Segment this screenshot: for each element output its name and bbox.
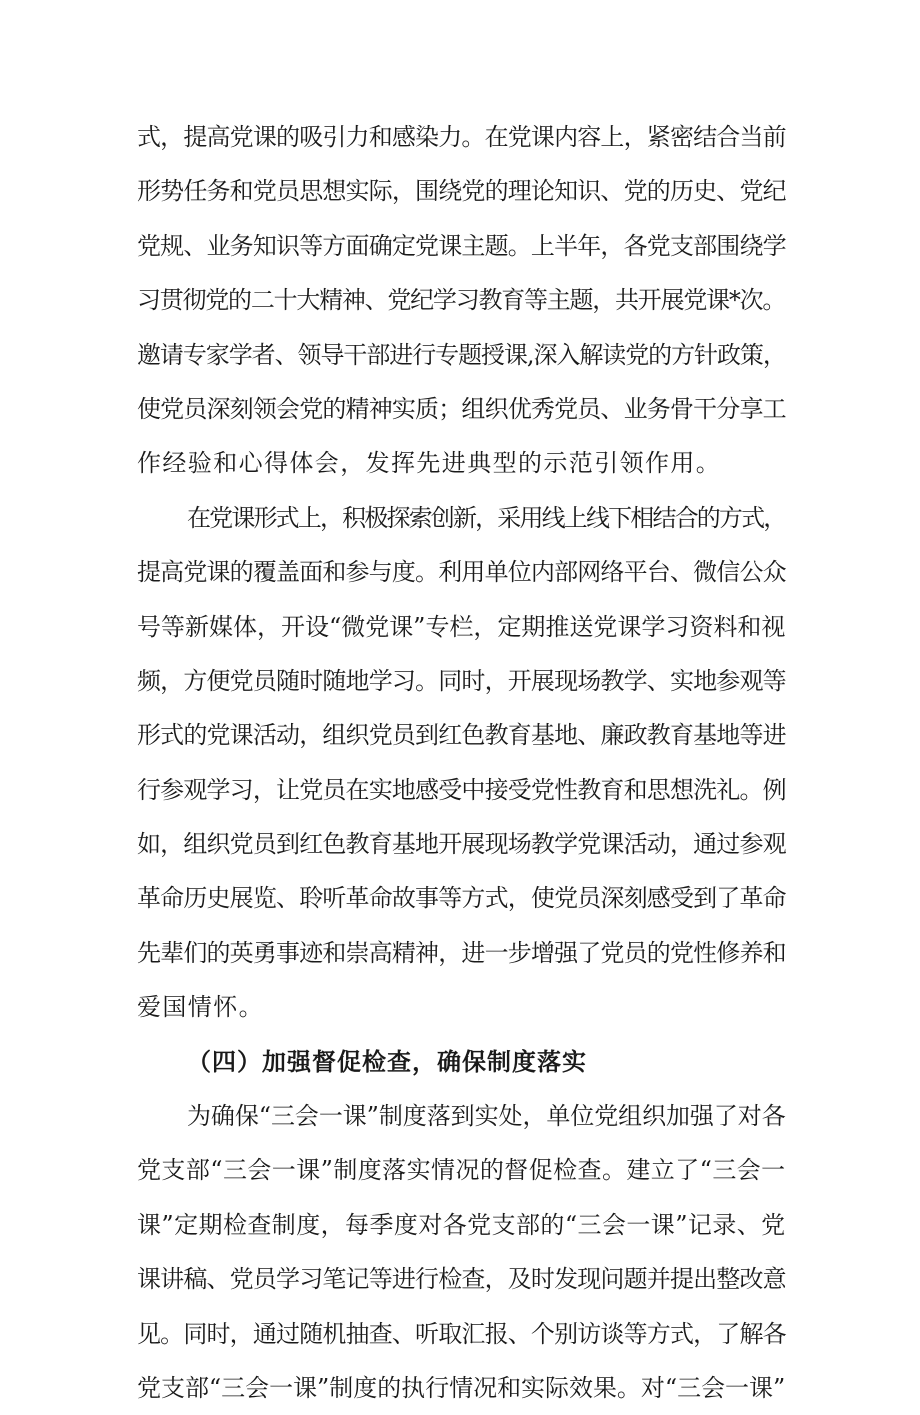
text-line: 革命历史展览、聆听革命故事等方式，使党员深刻感受到了革命 — [137, 884, 786, 913]
text-line: 党支部“三会一课”制度的执行情况和实际效果。对“三会一课” — [137, 1373, 786, 1402]
paragraph-first-line: 在党课形式上，积极探索创新，采用线上线下相结合的方式， — [187, 503, 786, 532]
text-line: 提高党课的覆盖面和参与度。利用单位内部网络平台、微信公众 — [137, 558, 786, 587]
text-line: 如，组织党员到红色教育基地开展现场教学党课活动，通过参观 — [137, 830, 786, 859]
text-line: 频，方便党员随时随地学习。同时，开展现场教学、实地参观等 — [137, 666, 786, 695]
text-line: 邀请专家学者、领导干部进行专题授课,深入解读党的方针政策， — [137, 340, 786, 369]
text-line: 号等新媒体，开设“微党课”专栏，定期推送党课学习资料和视 — [137, 612, 786, 641]
text-line: 见。同时，通过随机抽查、听取汇报、个别访谈等方式，了解各 — [137, 1319, 786, 1348]
text-line: 习贯彻党的二十大精神、党纪学习教育等主题，共开展党课*次。 — [137, 286, 786, 315]
text-line: 行参观学习，让党员在实地感受中接受党性教育和思想洗礼。例 — [137, 775, 786, 804]
text-line: 党规、业务知识等方面确定党课主题。上半年，各党支部围绕学 — [137, 231, 786, 260]
text-line: 使党员深刻领会党的精神实质；组织优秀党员、业务骨干分享工 — [137, 394, 786, 423]
text-line: 课”定期检查制度，每季度对各党支部的“三会一课”记录、党 — [137, 1210, 786, 1239]
text-line: 形势任务和党员思想实际，围绕党的理论知识、党的历史、党纪 — [137, 177, 786, 206]
section-heading: （四）加强督促检查，确保制度落实 — [187, 1047, 587, 1076]
paragraph-first-line: 为确保“三会一课”制度落到实处，单位党组织加强了对各 — [187, 1102, 786, 1131]
text-line: 党支部“三会一课”制度落实情况的督促检查。建立了“三会一 — [137, 1156, 786, 1185]
text-line: 课讲稿、党员学习笔记等进行检查，及时发现问题并提出整改意 — [137, 1265, 786, 1294]
text-line: 作经验和心得体会，发挥先进典型的示范引领作用。 — [137, 449, 722, 478]
text-line: 形式的党课活动，组织党员到红色教育基地、廉政教育基地等进 — [137, 721, 786, 750]
text-line: 式，提高党课的吸引力和感染力。在党课内容上，紧密结合当前 — [137, 123, 786, 151]
text-line: 爱国情怀。 — [137, 993, 264, 1022]
document-body — [137, 110, 787, 1415]
text-line: 先辈们的英勇事迹和崇高精神，进一步增强了党员的党性修养和 — [137, 938, 786, 967]
